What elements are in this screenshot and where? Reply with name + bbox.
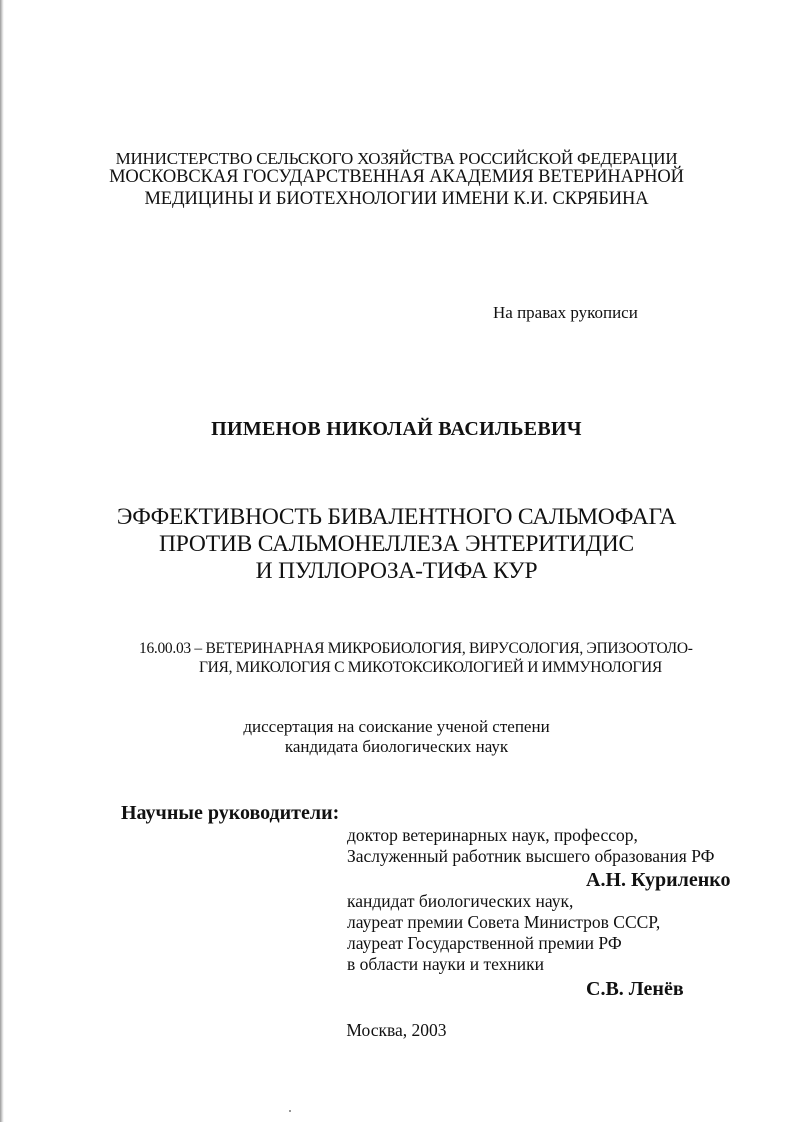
author-name: ПИМЕНОВ НИКОЛАЙ ВАСИЛЬЕВИЧ (211, 418, 582, 440)
supervisor-1-line-2: Заслуженный работник высшего образования РФ (347, 846, 715, 866)
scan-speck (289, 1110, 291, 1112)
specialty-line-2: ГИЯ, МИКОЛОГИЯ С МИКОТОКСИКОЛОГИЕЙ И ИММУНОЛОГИЯ (199, 659, 662, 676)
supervisors-heading: Научные руководители: (121, 802, 340, 824)
place-and-year: Москва, 2003 (346, 1020, 447, 1040)
supervisor-2-line-3: лауреат Государственной премии РФ (347, 933, 622, 953)
specialty-line-1: 16.00.03 – ВЕТЕРИНАРНАЯ МИКРОБИОЛОГИЯ, ВИРУСОЛОГИЯ, ЭПИЗООТОЛО- (139, 640, 693, 657)
manuscript-note: На правах рукописи (493, 303, 638, 322)
title-line-3: И ПУЛЛОРОЗА-ТИФА КУР (255, 558, 538, 584)
supervisor-2-name: С.В. Ленёв (586, 978, 684, 1000)
degree-line-1: диссертация на соискание ученой степени (243, 717, 550, 736)
supervisor-2-line-4: в области науки и техники (347, 954, 545, 974)
supervisor-2-line-1: кандидат биологических наук, (347, 891, 574, 911)
title-line-2: ПРОТИВ САЛЬМОНЕЛЛЕЗА ЭНТЕРИТИДИС (159, 531, 634, 557)
supervisor-1-line-1: доктор ветеринарных наук, профессор, (347, 825, 638, 845)
supervisor-2-line-2: лауреат премии Совета Министров СССР, (347, 912, 661, 932)
academy-name-line-2: МЕДИЦИНЫ И БИОТЕХНОЛОГИИ ИМЕНИ К.И. СКРЯБИНА (144, 189, 649, 209)
supervisor-1-name: А.Н. Куриленко (586, 869, 731, 891)
academy-name-line-1: МОСКОВСКАЯ ГОСУДАРСТВЕННАЯ АКАДЕМИЯ ВЕТЕРИНАРНОЙ (109, 167, 684, 187)
degree-line-2: кандидата биологических наук (284, 737, 509, 756)
ministry-name: МИНИСТЕРСТВО СЕЛЬСКОГО ХОЗЯЙСТВА РОССИЙСКОЙ ФЕДЕРАЦИИ (115, 149, 678, 168)
title-line-1: ЭФФЕКТИВНОСТЬ БИВАЛЕНТНОГО САЛЬМОФАГА (116, 504, 677, 530)
